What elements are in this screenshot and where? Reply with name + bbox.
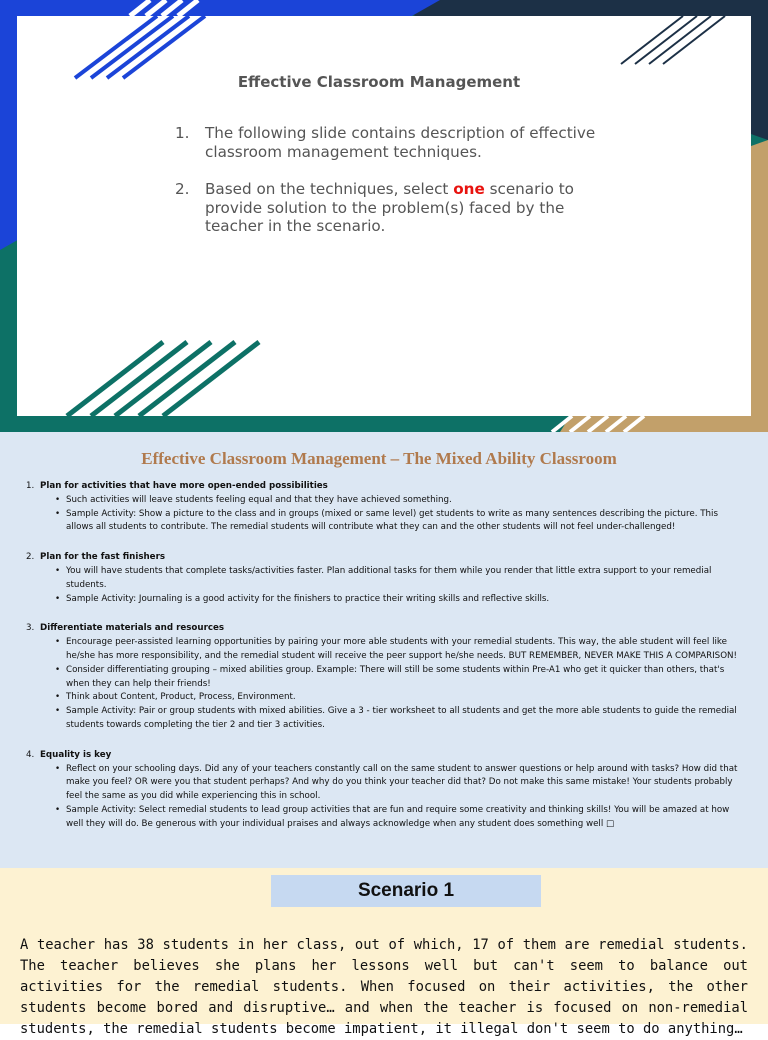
bullet-item: • Encourage peer-assisted learning opportunities by pairing your more able students with your remedial students. This way, the able student will feel like he/she has more responsibility, and the remedial student will receive the peer support he/she needs. BUT REMEMBER, NEVER MAKE THIS A COMPARISON!: [66, 636, 738, 664]
bullet-item: • Sample Activity: Journaling is a good activity for the finishers to practice their writing skills and reflective skills.: [66, 593, 738, 607]
scenario-text: A teacher has 38 students in her class, out of which, 17 of them are remedial students. The teacher believes she plans her lessons well but can't seem to balance out activities for the remedial students. When focused on their activities, the other students become bored and disruptive… and when the teacher is focused on non-remedial students, the remedial students become impatient, it illegal don't seem to do anything…: [20, 937, 748, 1037]
bullet-list: [26, 494, 738, 535]
bullet-item: • Think about Content, Product, Process, Environment.: [66, 691, 738, 705]
instruction-text: The following slide contains description of effective classroom management techniques.: [205, 124, 596, 161]
scenario-label: Scenario 1: [271, 875, 541, 907]
technique-section: [26, 622, 738, 732]
bullet-item: • You will have students that complete tasks/activities faster. Plan additional tasks for them while you render that little extra support to your remedial students.: [66, 565, 738, 593]
bullet-list: [26, 636, 738, 733]
bullet-item: • Consider differentiating grouping – mixed abilities group. Example: There will still be some students within Pre-A1 who get it quicker than others, that's when they can help their friends!: [66, 664, 738, 692]
section-number: 4.: [26, 749, 35, 760]
technique-section: [26, 551, 738, 606]
highlighted-word: one: [453, 180, 485, 198]
bullet-list: [26, 763, 738, 832]
instruction-item: [175, 124, 615, 161]
section-heading: [26, 622, 738, 636]
bullet-item: • Sample Activity: Pair or group students with mixed abilities. Give a 3 - tier worksheet to all students and get the more able students to guide the remedial students towards completing the tier 2 and tier 3 activities.: [66, 705, 738, 733]
section-heading: [26, 749, 738, 763]
instruction-text-before: Based on the techniques, select: [205, 180, 454, 198]
instruction-text-after: scenario to provide solution to the problem(s) faced by the teacher in the scenario.: [205, 180, 574, 235]
technique-section: [26, 480, 738, 535]
slide-2-title: Effective Classroom Management – The Mixed Ability Classroom: [141, 449, 617, 468]
section-heading-text: Plan for activities that have more open-ended possibilities: [40, 481, 328, 491]
section-number: 1.: [26, 481, 35, 491]
instruction-number: 1.: [175, 124, 190, 142]
section-heading-text: Plan for the fast finishers: [40, 552, 166, 563]
bullet-item: • Reflect on your schooling days. Did any of your teachers constantly call on the same student to answer questions or help around with tasks? How did that make you feel? OR were you that student perhaps? And why do you think your teacher did that? Do not make this same mistake! Your students probably feel the same as you did while experiencing this in school.: [66, 763, 738, 804]
techniques-list: [26, 480, 738, 848]
slide-1: [0, 0, 768, 432]
section-number: 2.: [26, 552, 35, 563]
slide-1-instructions-list: [175, 124, 615, 255]
bullet-item: • Such activities will leave students feeling equal and that they have achieved something.: [66, 494, 738, 508]
section-heading: [26, 480, 738, 494]
bullet-list: [26, 565, 738, 606]
section-number: 3.: [26, 623, 35, 634]
slide-3: [0, 868, 768, 1037]
instruction-item: [175, 180, 615, 236]
bullet-item: • Sample Activity: Show a picture to the class and in groups (mixed or same level) get students to write as many sentences describing the picture. This allows all students to contribute. The remedial students will contribute what they can and the other students will not feel under-challenged!: [66, 508, 738, 536]
slide-2: [0, 432, 768, 868]
instruction-number: 2.: [175, 180, 190, 198]
bullet-item: • Sample Activity: Select remedial students to lead group activities that are fun and require some creativity and thinking skills! You will be amazed at how well they will do. Be generous with your individual praises and always acknowledge when any student does something well □: [66, 804, 738, 832]
slide-1-title: Effective Classroom Management: [237, 73, 521, 91]
section-heading-text: Equality is key: [40, 749, 112, 760]
technique-section: [26, 749, 738, 832]
section-heading-text: Differentiate materials and resources: [40, 623, 225, 634]
section-heading: [26, 551, 738, 565]
